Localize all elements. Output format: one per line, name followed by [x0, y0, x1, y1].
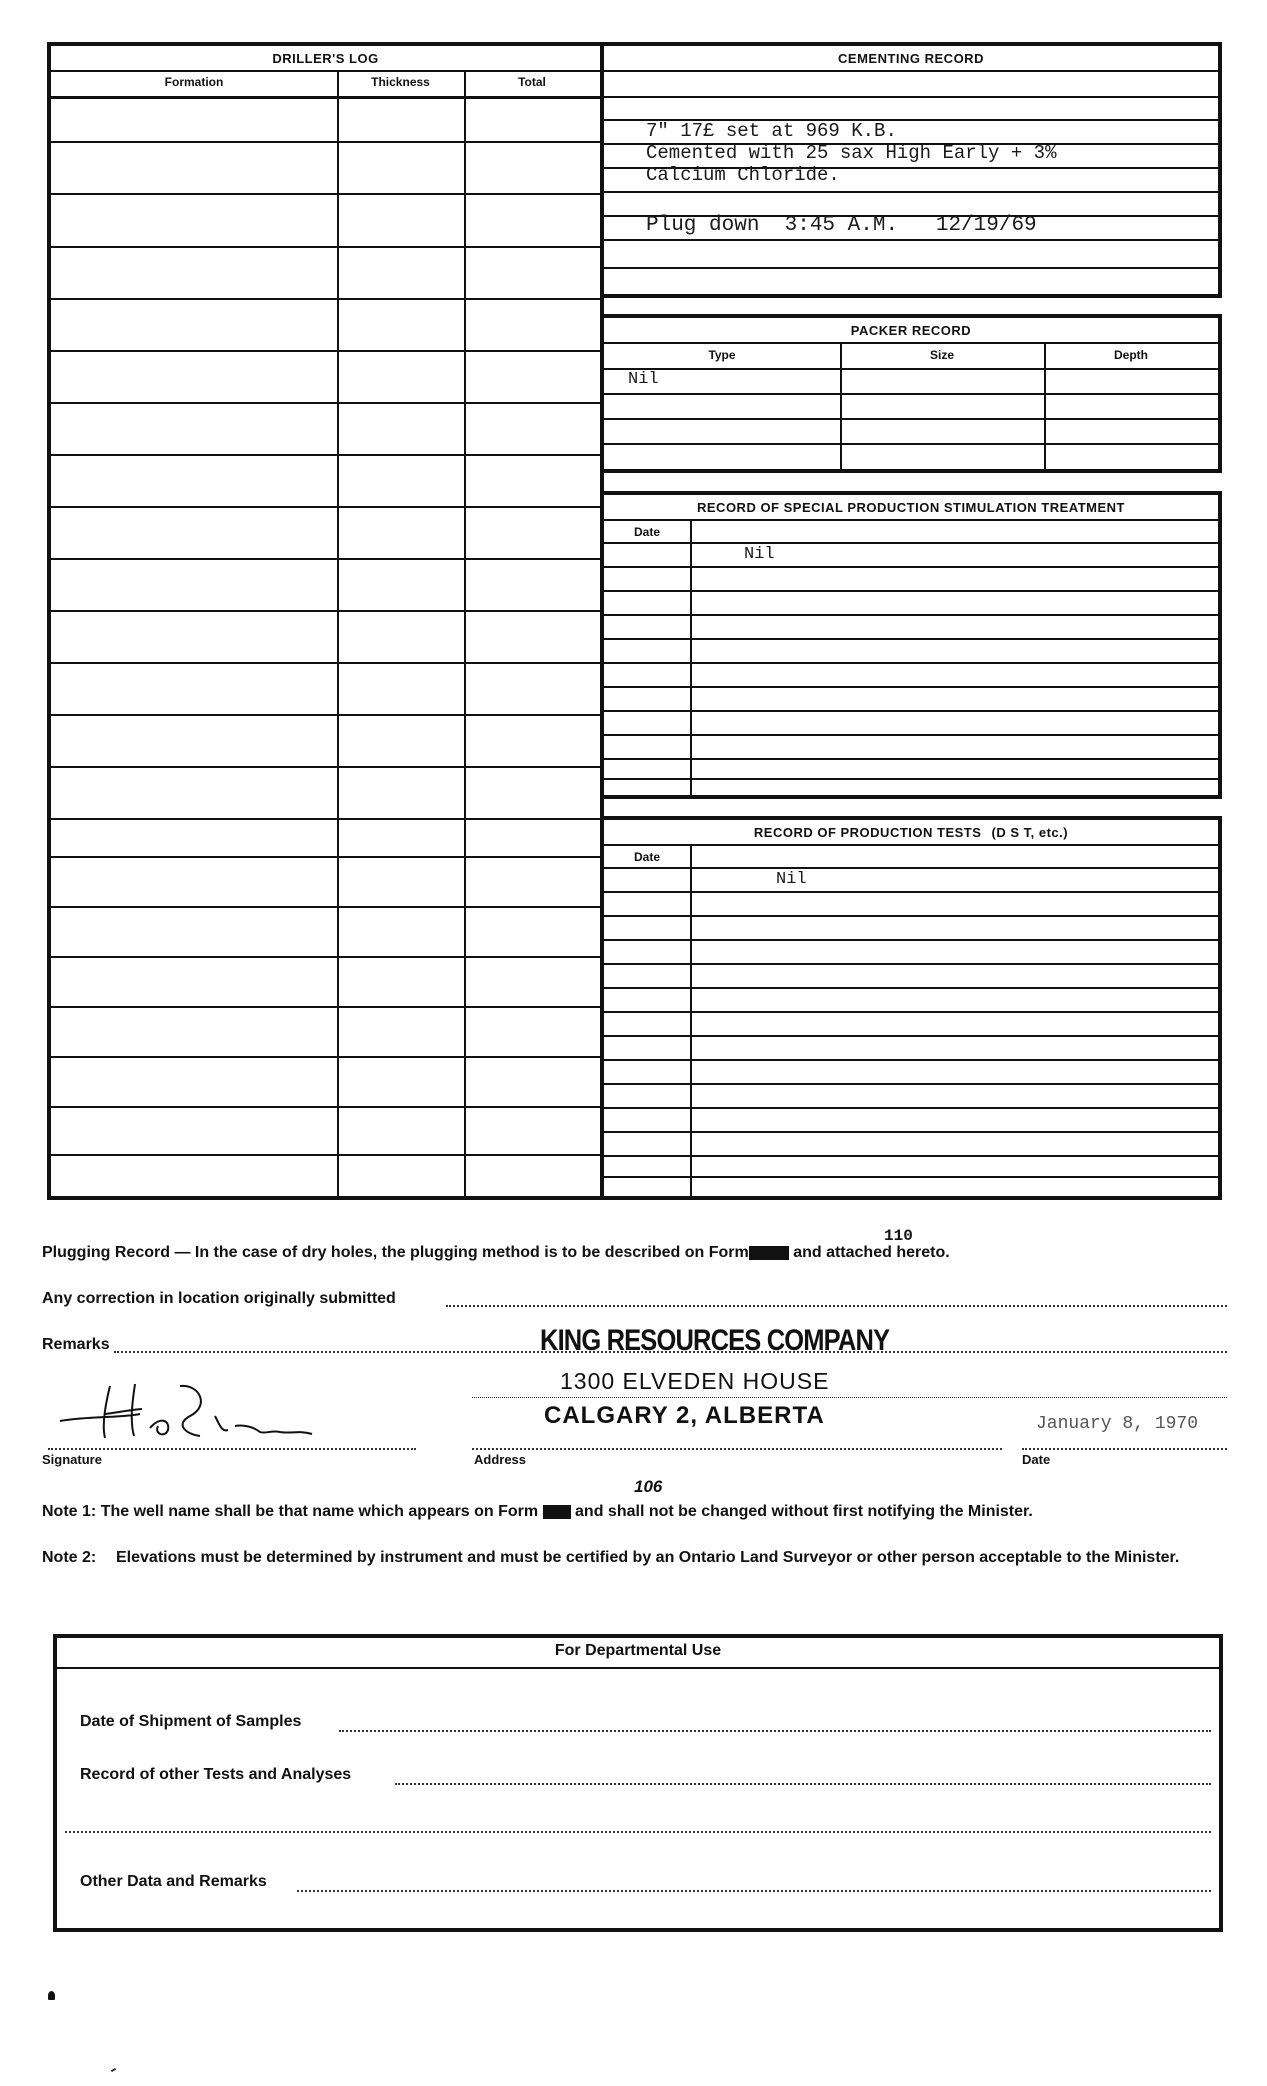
- stimulation-record-table: [600, 491, 1222, 799]
- plugging-form-number: 110: [884, 1227, 913, 1245]
- company-address-1: 1300 ELVEDEN HOUSE: [560, 1368, 830, 1394]
- production-tests-entry: Nil: [776, 870, 807, 889]
- stimulation-record-title: RECORD OF SPECIAL PRODUCTION STIMULATION TREATMENT: [697, 500, 1125, 515]
- company-address-2: CALGARY 2, ALBERTA: [544, 1402, 825, 1429]
- note-1: [42, 1503, 1033, 1521]
- note1-label: Note 1:: [42, 1503, 97, 1520]
- address-label: Address: [474, 1452, 527, 1467]
- date-label: Date: [1022, 1452, 1051, 1467]
- redaction-box-2: [543, 1505, 571, 1519]
- stray-mark: [48, 1991, 55, 2000]
- plugging-text-before: Plugging Record — In the case of dry holes, the plugging method is to be described on Form: [42, 1244, 749, 1261]
- departmental-title: For Departmental Use: [554, 1642, 722, 1659]
- note2-label: Note 2:: [42, 1549, 97, 1566]
- cementing-line-2: Cemented with 25 sax High Early + 3%: [646, 142, 1057, 164]
- shipment-label: Date of Shipment of Samples: [80, 1713, 302, 1730]
- stimulation-date-header: Date: [633, 525, 660, 539]
- remarks-label: Remarks: [42, 1336, 110, 1353]
- signature-label: Signature: [42, 1452, 102, 1467]
- cementing-record-title: CEMENTING RECORD: [838, 51, 984, 66]
- col-type: Type: [708, 348, 736, 362]
- packer-record-table: [600, 314, 1222, 473]
- drillers-log-title: DRILLER'S LOG: [272, 51, 379, 66]
- address-line-1: [472, 1397, 1227, 1398]
- production-tests-title: [604, 825, 1218, 840]
- col-thickness: Thickness: [371, 75, 430, 89]
- date-line: [1022, 1448, 1227, 1450]
- plugging-record-line: [42, 1244, 950, 1262]
- production-tests-subtitle: (D S T, etc.): [991, 825, 1069, 840]
- col-total: Total: [518, 75, 546, 89]
- cementing-line-4: Plug down 3:45 A.M. 12/19/69: [646, 214, 1037, 237]
- tests-line-2: [65, 1831, 1211, 1833]
- packer-record-title: PACKER RECORD: [850, 323, 972, 338]
- other-data-label: Other Data and Remarks: [80, 1873, 267, 1890]
- note2-text: Elevations must be determined by instrument and must be certified by an Ontario Land Surveyor or other person acceptable to the Minister.: [116, 1549, 1180, 1566]
- correction-line: [446, 1305, 1227, 1307]
- production-tests-table: [600, 816, 1222, 1200]
- plugging-text-after: and attached hereto.: [793, 1244, 950, 1261]
- correction-label: Any correction in location originally submitted: [42, 1290, 396, 1307]
- tests-line: [395, 1783, 1211, 1785]
- signature-line: [48, 1448, 416, 1450]
- cementing-record-table: [600, 42, 1222, 298]
- production-tests-title-text: RECORD OF PRODUCTION TESTS: [753, 825, 982, 840]
- stray-mark-2: [111, 2068, 116, 2072]
- packer-entry: Nil: [628, 370, 659, 389]
- stimulation-entry: Nil: [744, 545, 775, 564]
- other-data-line: [297, 1890, 1211, 1892]
- tests-label: Record of other Tests and Analyses: [80, 1766, 352, 1783]
- col-size: Size: [929, 348, 954, 362]
- date-value: January 8, 1970: [1036, 1414, 1199, 1434]
- production-date-header: Date: [633, 850, 660, 864]
- note1-text-before: The well name shall be that name which appears on Form: [100, 1503, 539, 1520]
- shipment-line: [339, 1730, 1211, 1732]
- redaction-box: [749, 1246, 789, 1260]
- departmental-use-box: [53, 1634, 1223, 1932]
- cementing-line-3: Calcium Chloride.: [646, 164, 840, 186]
- col-depth: Depth: [1114, 348, 1148, 362]
- drillers-log-table: [47, 42, 604, 1200]
- col-formation: Formation: [164, 75, 224, 89]
- company-name: KING RESOURCES COMPANY: [540, 1324, 890, 1357]
- signature-scribble: [50, 1376, 320, 1446]
- note1-form-number: 106: [634, 1477, 663, 1496]
- note1-text-after: and shall not be changed without first notifying the Minister.: [575, 1503, 1033, 1520]
- cementing-line-1: 7" 17£ set at 969 K.B.: [646, 120, 897, 142]
- address-line-2: [472, 1448, 1002, 1450]
